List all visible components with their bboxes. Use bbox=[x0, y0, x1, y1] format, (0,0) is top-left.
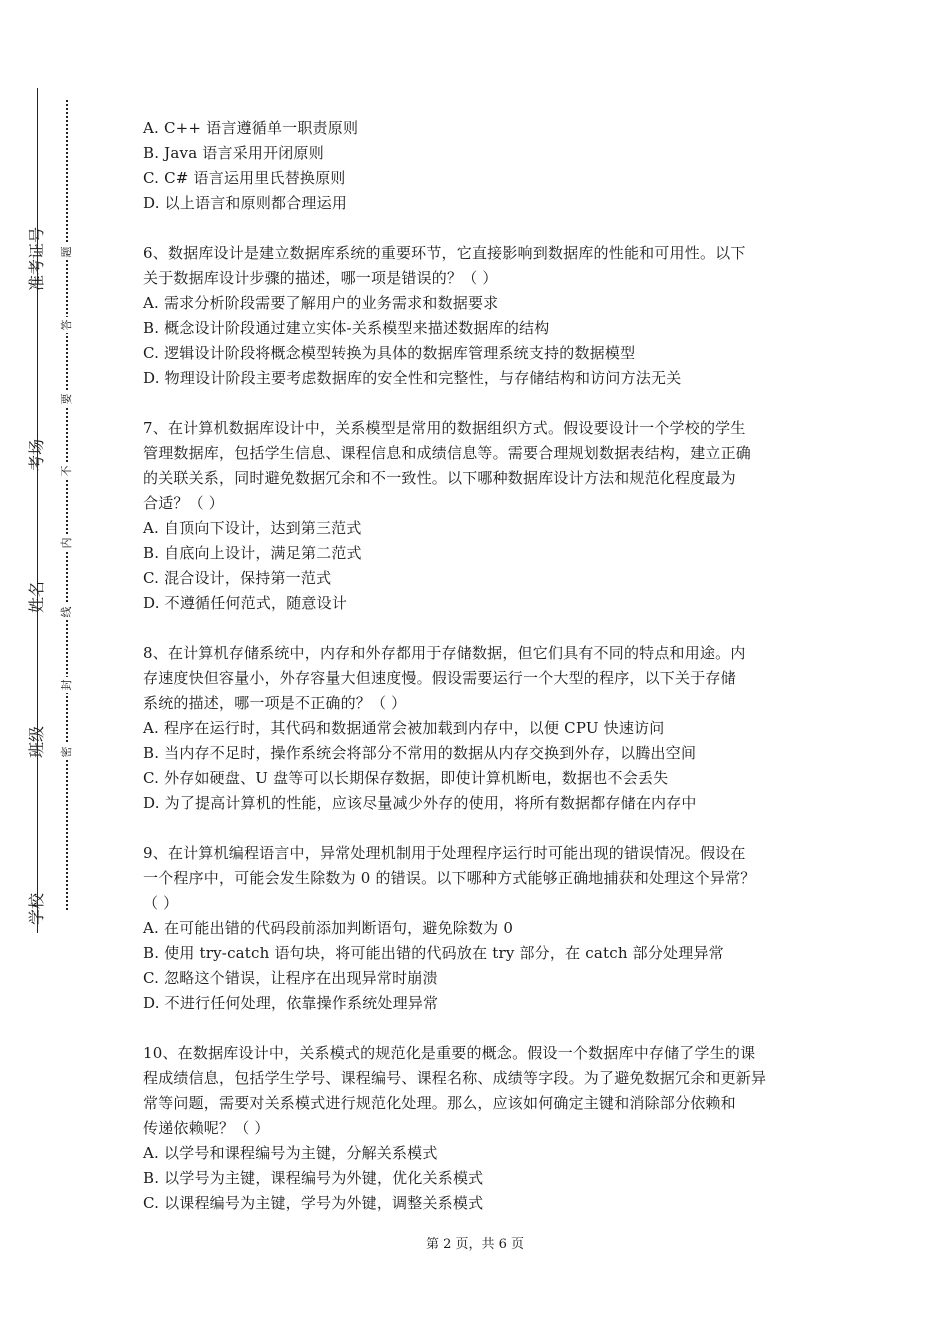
text-line: 7、在计算机数据库设计中，关系模型是常用的数据组织方式。假设要设计一个学校的学生 bbox=[143, 419, 746, 437]
text-line: B. 以学号为主键，课程编号为外键，优化关系模式 bbox=[143, 1169, 484, 1187]
text-line: C. 忽略这个错误，让程序在出现异常时崩溃 bbox=[143, 969, 438, 987]
text-line: A. C++ 语言遵循单一职责原则 bbox=[143, 119, 359, 137]
text-line: A. 以学号和课程编号为主键，分解关系模式 bbox=[143, 1144, 438, 1162]
text-line: 关于数据库设计步骤的描述，哪一项是错误的？（ ） bbox=[143, 269, 498, 287]
text-line: （ ） bbox=[143, 894, 179, 912]
text-line: D. 以上语言和原则都合理运用 bbox=[143, 194, 348, 212]
seal-char: 内 bbox=[59, 535, 75, 551]
text-line: B. 使用 try-catch 语句块，将可能出错的代码放在 try 部分，在 catch 部分处理异常 bbox=[143, 944, 724, 962]
text-line: 10、在数据库设计中，关系模式的规范化是重要的概念。假设一个数据库中存储了学生的课 bbox=[143, 1044, 756, 1062]
exam-room-label: 考场 bbox=[27, 438, 46, 471]
seal-char: 封 bbox=[59, 677, 75, 693]
seal-char: 答 bbox=[59, 317, 75, 333]
text-line: B. 自底向上设计，满足第二范式 bbox=[143, 544, 362, 562]
text-line: D. 不进行任何处理，依靠操作系统处理异常 bbox=[143, 994, 439, 1012]
text-line: 系统的描述，哪一项是不正确的？（ ） bbox=[143, 694, 407, 712]
seal-char: 线 bbox=[59, 604, 75, 620]
text-line: C. 逻辑设计阶段将概念模型转换为具体的数据库管理系统支持的数据模型 bbox=[143, 344, 636, 362]
text-line: C. 外存如硬盘、U 盘等可以长期保存数据，即使计算机断电，数据也不会丢失 bbox=[143, 769, 669, 787]
seal-dotted-line bbox=[66, 100, 68, 910]
text-line: 传递依赖呢？（ ） bbox=[143, 1119, 270, 1137]
text-line: B. Java 语言采用开闭原则 bbox=[143, 144, 324, 162]
paragraph-gap bbox=[143, 616, 813, 641]
page-footer: 第 2 页，共 6 页 bbox=[425, 1237, 525, 1252]
text-line: 常等问题，需要对关系模式进行规范化处理。那么，应该如何确定主键和消除部分依赖和 bbox=[143, 1094, 736, 1112]
binding-solid-line bbox=[37, 88, 38, 933]
class-label: 班级 bbox=[27, 725, 46, 758]
text-line: D. 为了提高计算机的性能，应该尽量减少外存的使用，将所有数据都存储在内存中 bbox=[143, 794, 697, 812]
name-label: 姓名 bbox=[27, 580, 46, 613]
text-line: 8、在计算机存储系统中，内存和外存都用于存储数据，但它们具有不同的特点和用途。内 bbox=[143, 644, 746, 662]
exam-number-label: 准考证号 bbox=[27, 226, 46, 291]
paragraph-gap bbox=[143, 816, 813, 841]
text-line: A. 在可能出错的代码段前添加判断语句，避免除数为 0 bbox=[143, 919, 514, 937]
exam-content bbox=[143, 116, 813, 1216]
text-line: 一个程序中，可能会发生除数为 0 的错误。以下哪种方式能够正确地捕获和处理这个异常？ bbox=[143, 869, 756, 887]
text-line: 9、在计算机编程语言中，异常处理机制用于处理程序运行时可能出现的错误情况。假设在 bbox=[143, 844, 746, 862]
text-line: 程成绩信息，包括学生学号、课程编号、课程名称、成绩等字段。为了避免数据冗余和更新异 bbox=[143, 1069, 767, 1087]
text-line: B. 当内存不足时，操作系统会将部分不常用的数据从内存交换到外存，以腾出空间 bbox=[143, 744, 697, 762]
text-line: 管理数据库，包括学生信息、课程信息和成绩信息等。需要合理规划数据表结构，建立正确 bbox=[143, 444, 752, 462]
text-line: A. 自顶向下设计，达到第三范式 bbox=[143, 519, 362, 537]
text-line: 合适？（ ） bbox=[143, 494, 224, 512]
text-line: D. 不遵循任何范式，随意设计 bbox=[143, 594, 348, 612]
text-line: 的关联关系，同时避免数据冗余和不一致性。以下哪种数据库设计方法和规范化程度最为 bbox=[143, 469, 736, 487]
seal-char: 密 bbox=[59, 744, 75, 760]
text-line: D. 物理设计阶段主要考虑数据库的安全性和完整性，与存储结构和访问方法无关 bbox=[143, 369, 682, 387]
paragraph-gap bbox=[143, 1016, 813, 1041]
text-line: A. 程序在运行时，其代码和数据通常会被加载到内存中，以便 CPU 快速访问 bbox=[143, 719, 665, 737]
paragraph-gap bbox=[143, 216, 813, 241]
seal-char: 要 bbox=[59, 391, 75, 407]
text-line: B. 概念设计阶段通过建立实体-关系模型来描述数据库的结构 bbox=[143, 319, 550, 337]
text-line: C. C# 语言运用里氏替换原则 bbox=[143, 169, 346, 187]
school-label: 学校 bbox=[27, 892, 46, 925]
text-line: C. 混合设计，保持第一范式 bbox=[143, 569, 332, 587]
paragraph-gap bbox=[143, 391, 813, 416]
text-line: C. 以课程编号为主键，学号为外键，调整关系模式 bbox=[143, 1194, 484, 1212]
binding-margin bbox=[0, 0, 100, 1344]
text-line: A. 需求分析阶段需要了解用户的业务需求和数据要求 bbox=[143, 294, 499, 312]
text-line: 存速度快但容量小，外存容量大但速度慢。假设需要运行一个大型的程序，以下关于存储 bbox=[143, 669, 736, 687]
seal-char: 题 bbox=[59, 244, 75, 260]
text-line: 6、数据库设计是建立数据库系统的重要环节，它直接影响到数据库的性能和可用性。以下 bbox=[143, 244, 746, 262]
seal-char: 不 bbox=[59, 463, 75, 479]
